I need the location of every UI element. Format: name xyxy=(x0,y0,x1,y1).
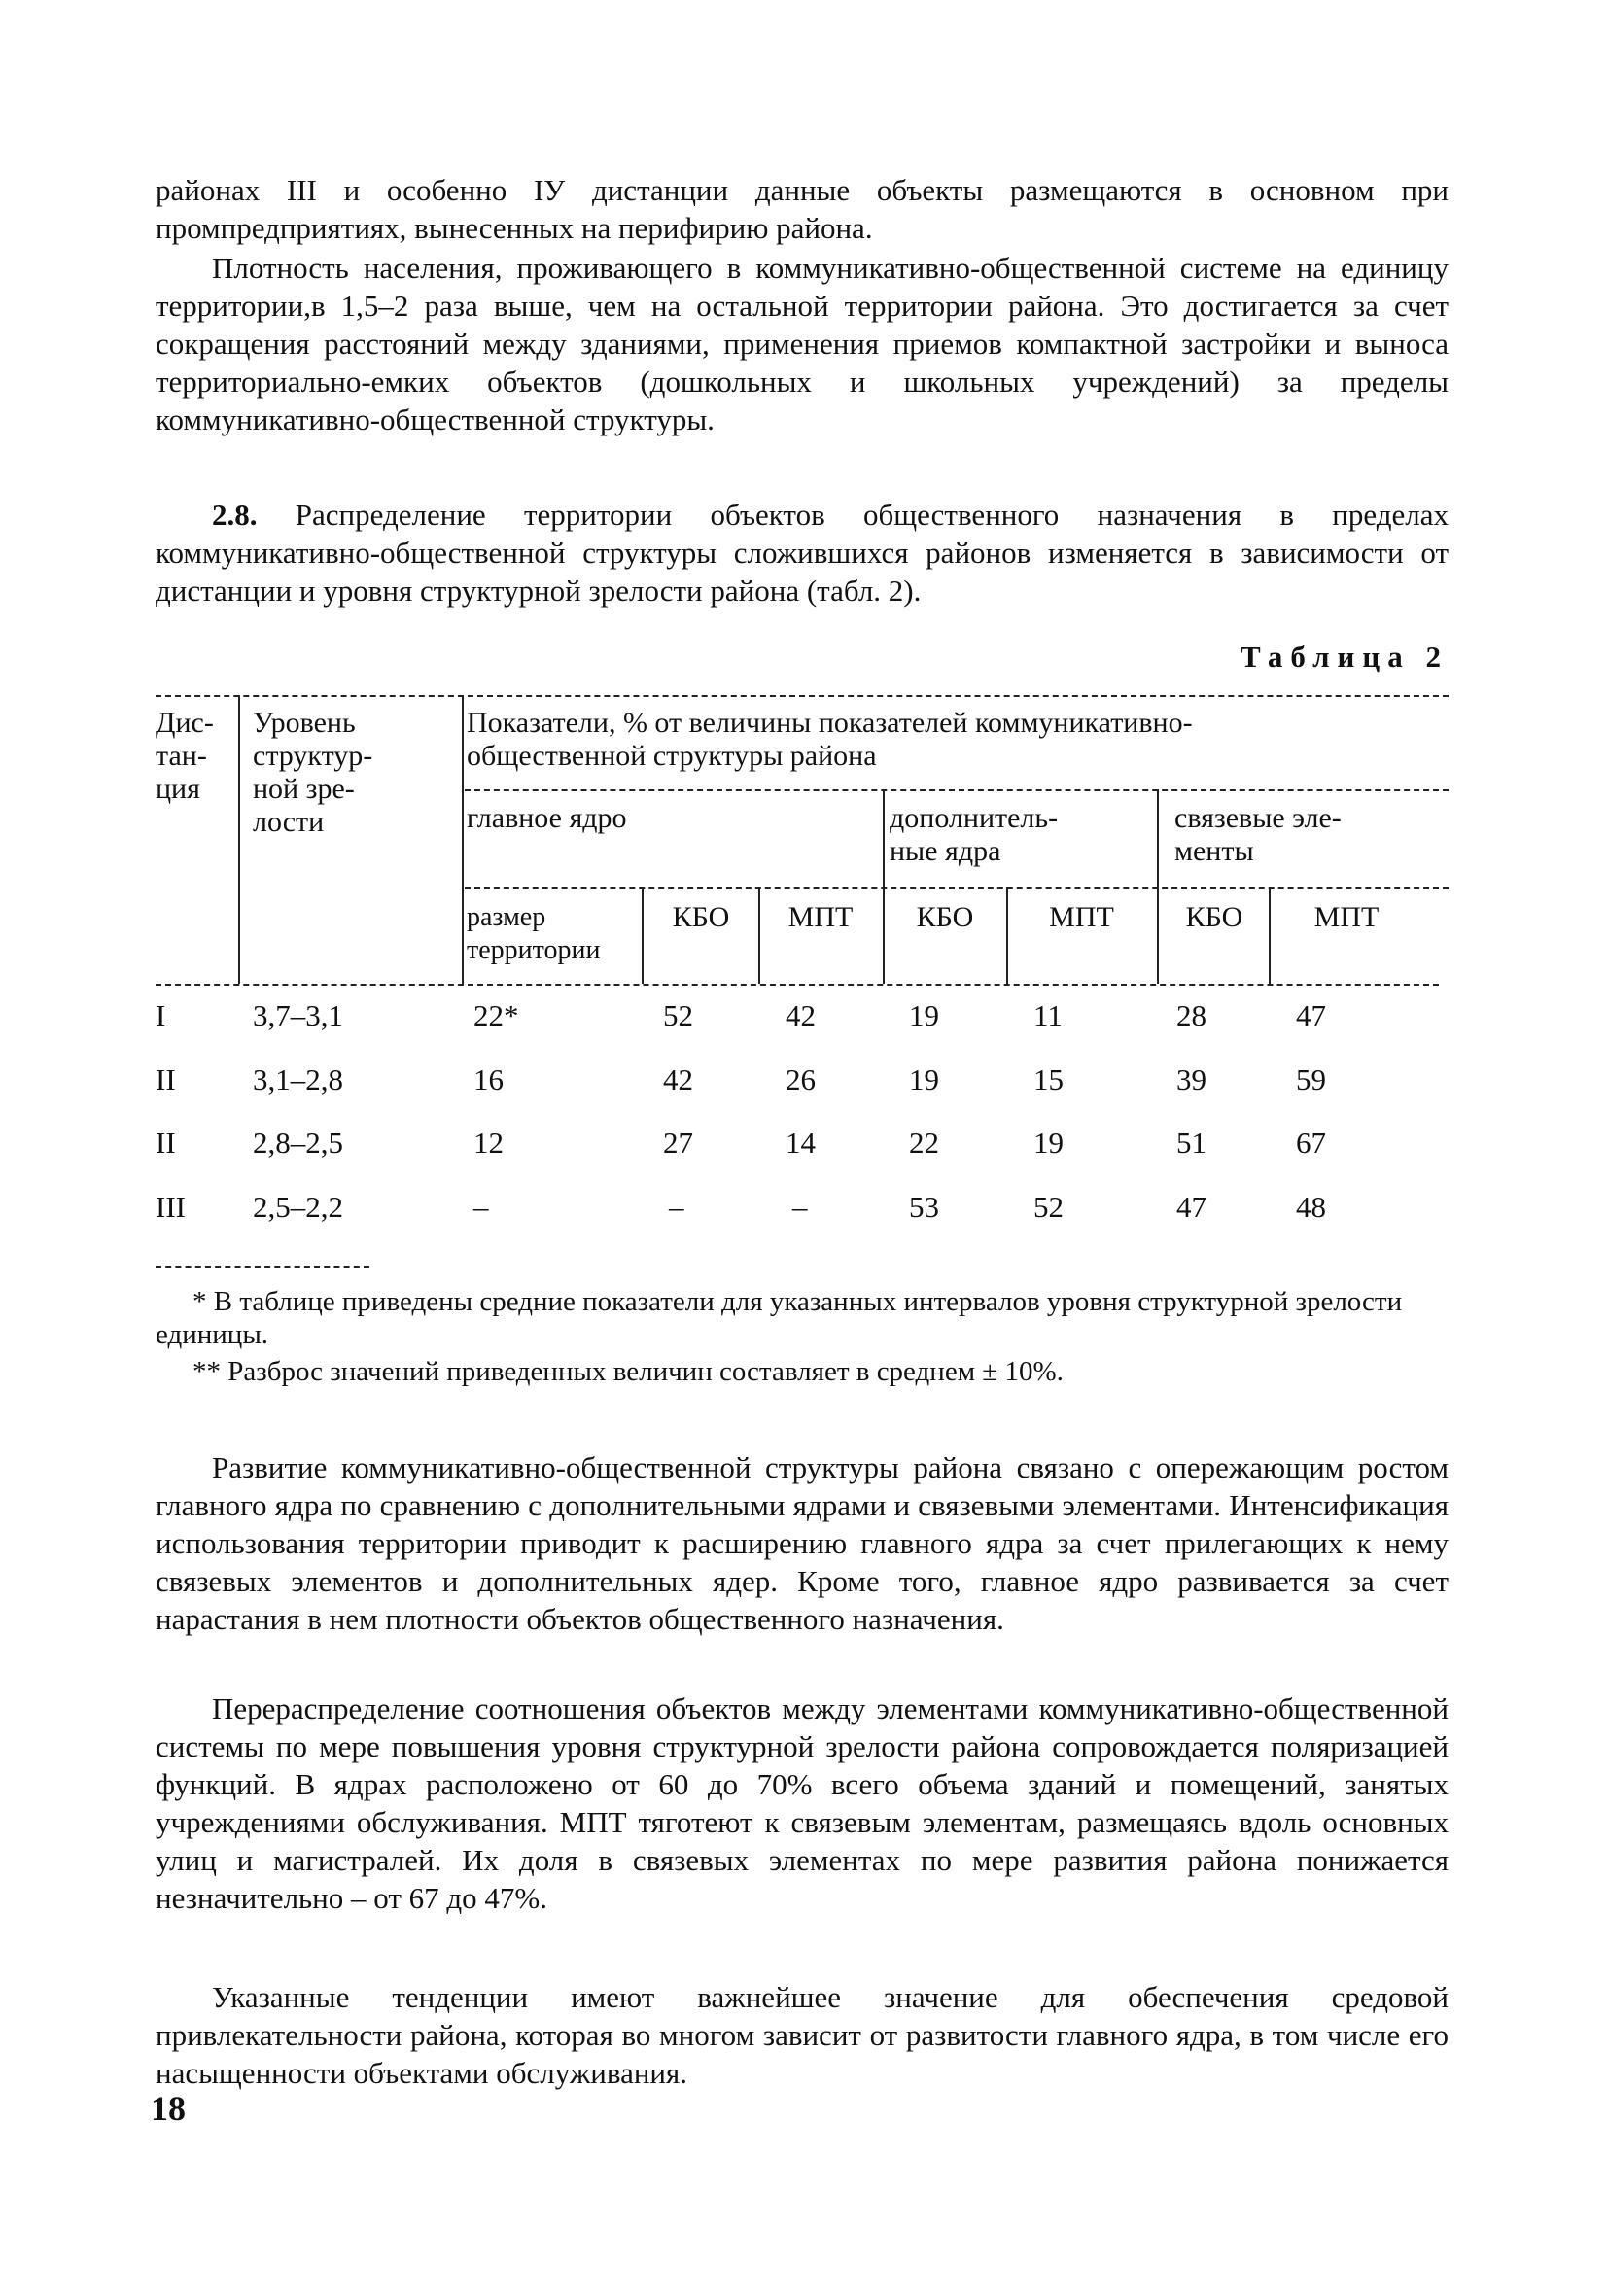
cell-link-kbo: 47 xyxy=(1176,1190,1206,1224)
table-column-divider xyxy=(642,887,644,984)
table-column-divider xyxy=(1006,887,1008,984)
cell-main-mpt: – xyxy=(792,1190,808,1224)
header-main-core: главное ядро xyxy=(467,802,627,834)
header-extra-mpt: МПТ xyxy=(1049,901,1114,933)
header-link-mpt: МПТ xyxy=(1313,901,1380,933)
cell-main-mpt: 42 xyxy=(786,998,816,1032)
header-area-size: размер территории xyxy=(467,902,601,965)
cell-level: 3,7–3,1 xyxy=(253,998,343,1032)
table-caption: Таблица 2 xyxy=(1241,640,1449,674)
paragraph-development: Развитие коммуникативно-общественной структуры района связано с опережающим ростом главного ядра по сравнению с дополнительными ядрами и связевыми элементами. Интенсификация использования территории приводит к расширению главного ядра за счет прилегающих к нему связевых элементов и дополнительных ядер. Кроме того, главное ядро развивается за счет нарастания в нем плотности объектов общественного назначения. xyxy=(156,1450,1449,1636)
cell-link-kbo: 28 xyxy=(1176,998,1206,1032)
header-level: Уровень структур- ной зре- лости xyxy=(253,707,373,838)
paragraph-density: Плотность населения, проживающего в коммуникативно-общественной системе на единицу территории,в 1,5–2 раза выше, чем на остальной территории района. Это достигается за счет сокращения расстояний между зданиями, применения приемов компактной застройки и выноса территориально-емких объектов (дошкольных и школьных учреждений) за пределы коммуникативно-общественной структуры. xyxy=(156,251,1449,436)
header-link-elements: связевые эле- менты xyxy=(1174,802,1342,867)
cell-extra-kbo: 22 xyxy=(909,1126,939,1160)
header-extra-kbo: КБО xyxy=(916,901,974,933)
header-distance: Дис- тан- ция xyxy=(156,707,214,805)
table-header-bottom-rule xyxy=(156,984,1439,986)
paragraph-2-8-text: Распределение территории объектов общественного назначения в пределах коммуникативно-общественной структуры сложившихся районов изменяется в зависимости от дистанции и уровня структурной зрелости района (табл. 2). xyxy=(156,498,1450,608)
cell-extra-kbo: 19 xyxy=(909,998,939,1032)
cell-area: 16 xyxy=(473,1062,504,1096)
cell-level: 3,1–2,8 xyxy=(253,1062,343,1096)
cell-area: 12 xyxy=(473,1126,504,1160)
cell-link-mpt: 48 xyxy=(1296,1190,1326,1224)
cell-main-kbo: 52 xyxy=(663,998,693,1032)
header-link-kbo: КБО xyxy=(1185,901,1243,933)
table-column-divider xyxy=(883,789,885,984)
cell-area: – xyxy=(473,1190,489,1224)
table-subheader-rule xyxy=(465,789,1449,791)
table-column-divider xyxy=(238,695,240,984)
page-number: 18 xyxy=(151,2089,186,2128)
cell-main-mpt: 26 xyxy=(786,1062,816,1096)
cell-distance: II xyxy=(156,1062,176,1096)
footnote-2: ** Разброс значений приведенных величин составляет в среднем ± 10%. xyxy=(192,1356,1064,1387)
cell-level: 2,8–2,5 xyxy=(253,1126,343,1160)
cell-link-mpt: 67 xyxy=(1296,1126,1326,1160)
table-column-divider xyxy=(758,887,760,984)
cell-main-mpt: 14 xyxy=(786,1126,816,1160)
cell-extra-kbo: 53 xyxy=(909,1190,939,1224)
cell-main-kbo: – xyxy=(669,1190,684,1224)
cell-level: 2,5–2,2 xyxy=(253,1190,343,1224)
cell-link-mpt: 59 xyxy=(1296,1062,1326,1096)
table-top-rule xyxy=(156,695,1449,697)
paragraph-redistribution: Перераспределение соотношения объектов между элементами коммуникативно-общественной системы по мере повышения уровня структурной зрелости района сопровождается поляризацией функций. В ядрах расположено от 60 до 70% всего объема зданий и помещений, занятых учреждениями обслуживания. МПТ тяготеют к связевым элементам, размещаясь вдоль основных улиц и магистралей. Их доля в связевых элементах по мере развития района понижается незначительно – от 67 до 47%. xyxy=(156,1691,1449,1915)
section-number: 2.8. xyxy=(212,498,258,532)
cell-extra-kbo: 19 xyxy=(909,1062,939,1096)
cell-distance: III xyxy=(156,1190,186,1224)
cell-area: 22* xyxy=(473,998,519,1032)
paragraph-intro: районах III и особенно IУ дистанции данные объекты размещаются в основном при промпредприятиях, вынесенных на перифирию района. xyxy=(156,173,1449,245)
header-main-mpt: МПТ xyxy=(787,901,854,933)
header-main-kbo: КБО xyxy=(672,901,730,933)
table-subheader-rule-2 xyxy=(465,887,1449,889)
cell-link-kbo: 39 xyxy=(1176,1062,1206,1096)
table-column-divider xyxy=(1157,789,1159,984)
paragraph-2-8 xyxy=(156,496,1449,609)
header-extra-cores: дополнитель- ные ядра xyxy=(890,802,1059,867)
table-column-divider xyxy=(462,695,464,984)
footnote-separator xyxy=(156,1266,369,1268)
cell-extra-mpt: 52 xyxy=(1033,1190,1064,1224)
cell-extra-mpt: 19 xyxy=(1033,1126,1064,1160)
footnote-1: * В таблице приведены средние показатели для указанных интервалов уровня структурной зрелости единицы. xyxy=(156,1286,1403,1350)
cell-link-mpt: 47 xyxy=(1296,998,1326,1032)
cell-main-kbo: 42 xyxy=(663,1062,693,1096)
paragraph-tendencies: Указанные тенденции имеют важнейшее значение для обеспечения средовой привлекательности района, которая во многом зависит от развитости главного ядра, в том числе его насыщенности объектами обслуживания. xyxy=(156,1980,1449,2090)
cell-distance: I xyxy=(156,998,166,1032)
cell-distance: II xyxy=(156,1126,176,1160)
cell-extra-mpt: 15 xyxy=(1033,1062,1064,1096)
header-indicators: Показатели, % от величины показателей коммуникативно- общественной структуры района xyxy=(467,707,1193,772)
cell-main-kbo: 27 xyxy=(663,1126,693,1160)
cell-link-kbo: 51 xyxy=(1176,1126,1206,1160)
table-column-divider xyxy=(1269,887,1271,984)
cell-extra-mpt: 11 xyxy=(1033,998,1063,1032)
